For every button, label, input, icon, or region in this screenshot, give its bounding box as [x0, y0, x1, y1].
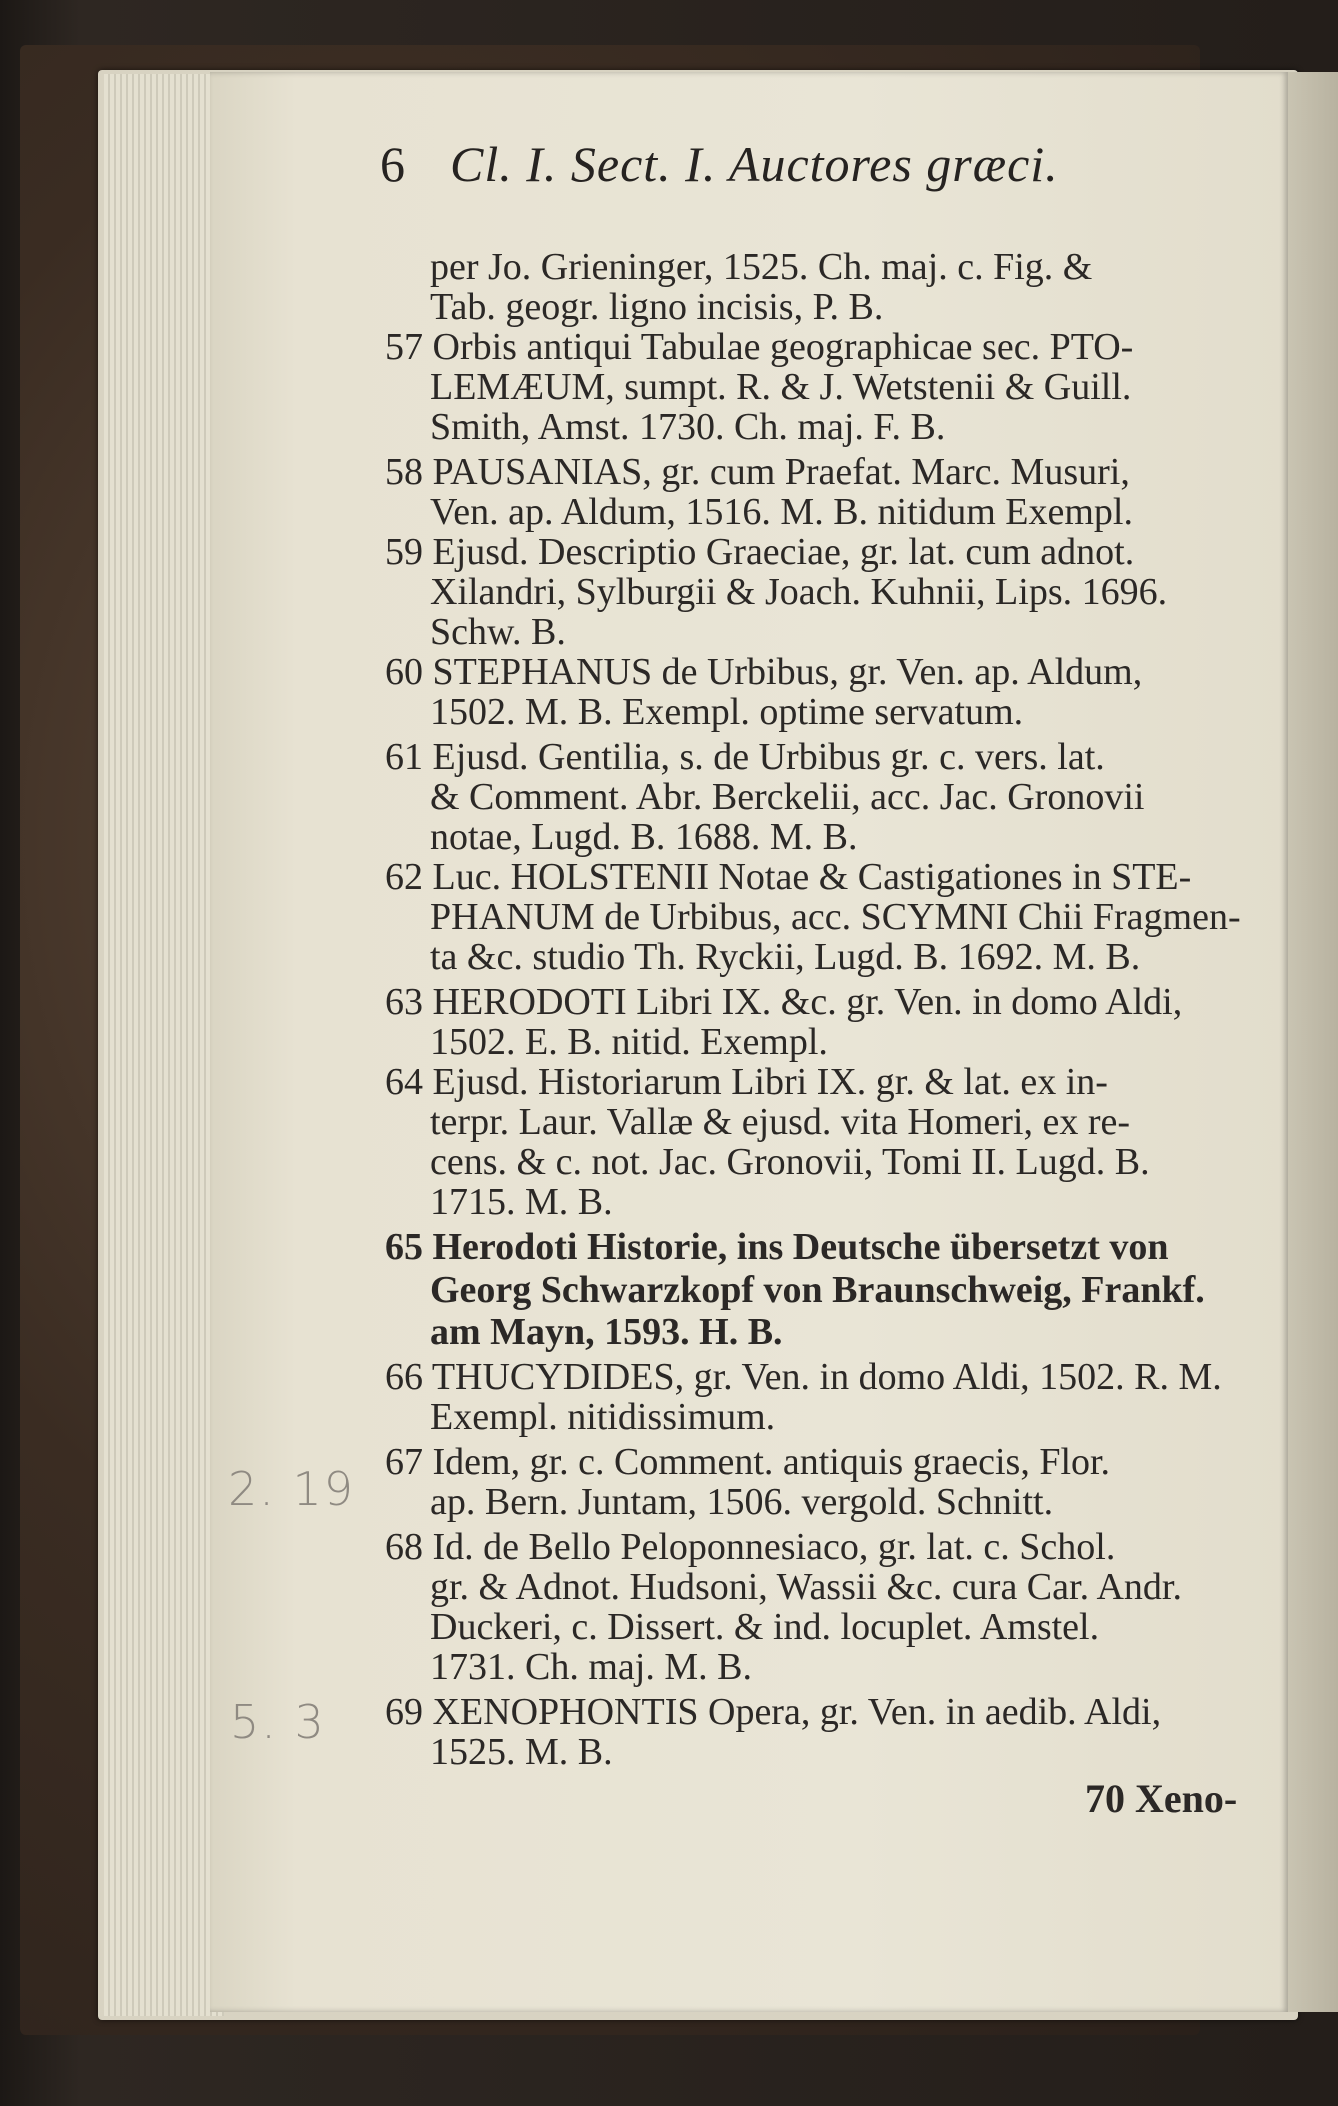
text-line: Ven. ap. Aldum, 1516. M. B. nitidum Exempl. [430, 491, 1133, 533]
text-line: 61 Ejusd. Gentilia, s. de Urbibus gr. c. vers. lat. [385, 736, 1105, 778]
page-number: 6 [380, 136, 405, 192]
pencil-note: 5. 3 [230, 1695, 326, 1749]
text-line: Tab. geogr. ligno incisis, P. B. [430, 286, 884, 328]
text-line: ta &c. studio Th. Ryckii, Lugd. B. 1692. M. B. [430, 936, 1141, 978]
text-line: PHANUM de Urbibus, acc. SCYMNI Chii Fragmen- [430, 896, 1241, 938]
text-line: Smith, Amst. 1730. Ch. maj. F. B. [430, 406, 946, 448]
text-line: 69 XENOPHONTIS Opera, gr. Ven. in aedib. Aldi, [385, 1691, 1162, 1733]
catchword: 70 Xeno- [1085, 1776, 1238, 1821]
text-line: per Jo. Grieninger, 1525. Ch. maj. c. Fig. & [430, 246, 1093, 288]
pencil-note: 2. 19 [228, 1462, 356, 1516]
text-line: Xilandri, Sylburgii & Joach. Kuhnii, Lips. 1696. [430, 571, 1168, 613]
text-line: 1502. M. B. Exempl. optime servatum. [430, 691, 1024, 733]
text-line: 1731. Ch. maj. M. B. [430, 1646, 752, 1688]
text-line: Schw. B. [430, 611, 566, 653]
text-line: Duckeri, c. Dissert. & ind. locuplet. Amstel. [430, 1606, 1100, 1648]
text-line: ap. Bern. Juntam, 1506. vergold. Schnitt. [430, 1481, 1054, 1523]
text-line: 57 Orbis antiqui Tabulae geographicae sec. PTO- [385, 326, 1134, 368]
text-line: terpr. Laur. Vallæ & ejusd. vita Homeri, ex re- [430, 1101, 1131, 1143]
text-line: & Comment. Abr. Berckelii, acc. Jac. Gronovii [430, 776, 1145, 818]
text-line: 59 Ejusd. Descriptio Graeciae, gr. lat. cum adnot. [385, 531, 1135, 573]
text-line: 60 STEPHANUS de Urbibus, gr. Ven. ap. Aldum, [385, 651, 1143, 693]
text-line: Georg Schwarzkopf von Braunschweig, Frankf. [430, 1269, 1205, 1311]
text-line: 1715. M. B. [430, 1181, 613, 1223]
running-title: Cl. I. Sect. I. Auctores græci. [450, 136, 1059, 192]
text-line: LEMÆUM, sumpt. R. & J. Wetstenii & Guill. [430, 366, 1132, 408]
text-line: 66 THUCYDIDES, gr. Ven. in domo Aldi, 1502. R. M. [385, 1356, 1222, 1398]
text-line: 58 PAUSANIAS, gr. cum Praefat. Marc. Musuri, [385, 451, 1130, 493]
text-line: 64 Ejusd. Historiarum Libri IX. gr. & lat. ex in- [385, 1061, 1108, 1103]
text-line: cens. & c. not. Jac. Gronovii, Tomi II. Lugd. B. [430, 1141, 1150, 1183]
text-line: 63 HERODOTI Libri IX. &c. gr. Ven. in domo Aldi, [385, 981, 1183, 1023]
text-line: 68 Id. de Bello Peloponnesiaco, gr. lat. c. Schol. [385, 1526, 1116, 1568]
text-line: Exempl. nitidissimum. [430, 1396, 776, 1438]
text-line: 62 Luc. HOLSTENII Notae & Castigationes in STE- [385, 856, 1192, 898]
text-line: gr. & Adnot. Hudsoni, Wassii &c. cura Car. Andr. [430, 1566, 1182, 1608]
text-line: notae, Lugd. B. 1688. M. B. [430, 816, 858, 858]
text-line: am Mayn, 1593. H. B. [430, 1311, 783, 1353]
text-line: 1525. M. B. [430, 1731, 613, 1773]
text-line: 65 Herodoti Historie, ins Deutsche übersetzt von [385, 1226, 1169, 1268]
text-line: 1502. E. B. nitid. Exempl. [430, 1021, 828, 1063]
text-line: 67 Idem, gr. c. Comment. antiquis graecis, Flor. [385, 1441, 1111, 1483]
